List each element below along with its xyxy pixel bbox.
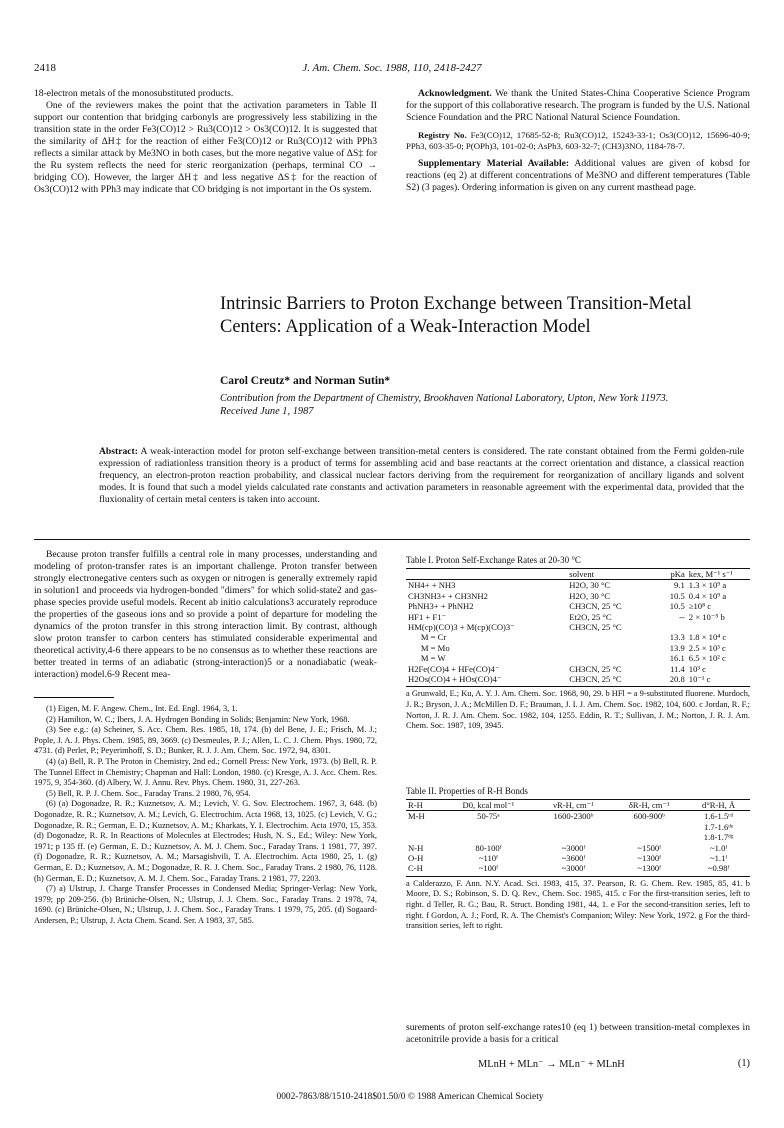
table-cell: 80-100ᶠ (475, 842, 502, 853)
table-row (406, 653, 750, 663)
abstract-text: A weak-interaction model for proton self-exchange between transition-metal centers is considered. The rate constant obtained from the Fermi golden-rule expression of radiationless transition theory is a product of terms for assembling acid and base reactants at the correct orientation and distance, a classical reaction frequency, an electron-proton reaction probability, and classical nuclear factors deriving from the requirement for reorganization of ancillary ligands and solvent modes. It is found that such a model yields calculated rate constants and activation parameters in reasonable agreement with the experimental data, provided that the fluxionality of certain metal centers is taken into account. (99, 446, 744, 505)
table-2-notes: a Calderazzo, F. Ann. N.Y. Acad. Sci. 1983, 415, 37. Pearson, R. G. Chem. Rev. 1985, 85, 41. b Moore, D. S.; Robinson, S. D. Q. Rev., Chem. Soc. 1985, 415. c For the first-transition series, left to right. d Teller, R. G.; Bau, R. Struct. Bonding 1981, 44, 1. e For the second-transition series, left to right. f Gordon, A. J.; Ford, R. A. The Chemist's Companion; Wiley: New York, 1972. g For the third-transition series, left to right. (406, 878, 750, 931)
footnote-4: (4) (a) Bell, R. P. The Proton in Chemistry, 2nd ed.; Cornell Press: New York, 1973. (b) Bell, R. P. The Tunnel Effect in Chemistry; Chapman and Hall: London, 1980. (c) Kresge, A. J. Acc. Chem. Res. 1975, 9, 354-360. (d) Albery, W. J. Annu. Rev. Phys. Chem. 1980, 31, 227-263. (34, 756, 377, 788)
table-row (406, 832, 750, 842)
table-row (406, 622, 750, 632)
supp-heading: Supplementary Material Available: (418, 158, 570, 169)
table-cell: M = Cr (408, 632, 447, 643)
table-cell (536, 822, 612, 832)
table-2-caption: Table II. Properties of R-H Bonds (406, 786, 528, 796)
body-right-paragraph: surements of proton self-exchange rates10 (eq 1) between transition-metal complexes in acetonitrile provide a basis for a critical (406, 1022, 750, 1045)
table-header-cell: kex, M⁻¹ s⁻¹ (688, 569, 733, 579)
previous-article-left (34, 88, 377, 196)
registry-numbers (406, 130, 750, 152)
table-cell: 1.8 × 10⁴ c (688, 632, 727, 643)
table-row (406, 843, 750, 853)
reg-text: Fe3(CO)12, 17685-52-8; Ru3(CO)12, 15243-33-1; Os3(CO)12, 15696-40-9; PPh3, 603-35-0; P(OPh)3, 101-02-0; AsPh3, 603-32-7; (CH3)3NO, 1184-78-7. (406, 130, 751, 151)
table-cell: 13.9 (669, 642, 685, 653)
table-cell: 1.6-1.5ᶜᵈ (703, 811, 734, 822)
ack-heading: Acknowledgment. (418, 88, 492, 99)
table-row (406, 580, 750, 591)
intro-paragraph: Because proton transfer fulfills a central role in many processes, understanding and modeling of proton-transfer rates is an important challenge. Proton transfer between strongly electronegative centers such as oxygen or nitrogen is generally extremely rapid in solution1 and proceeds via hydrogen-bonded "dimers" for which solid-state2 and gas-phase species provide useful models. Recent ab initio calculations3 accurately reproduce the properties of the gaseous ions and so provide a point of departure for modeling the dynamics of the proton transfer in this strong interaction limit. By contrast, although slow proton transfer to carbon centers has stimulated considerable experimental and theoretical activity,4-6 there appears to be no consensus as to whether these reactions are better treated in terms of an adiabatic (strong-interaction)5 or a nonadiabatic (weak-interaction) model.6-9 Recent mea- (34, 549, 377, 680)
table-row (406, 811, 750, 822)
table-cell: H2Os(CO)4 + HOs(CO)4⁻ (408, 674, 502, 685)
page-footer: 0002-7863/88/1510-2418$01.50/0 © 1988 American Chemical Society (276, 1092, 544, 1102)
equation-text: MLnH + MLn⁻ → MLn⁻ + MLnH (478, 1059, 625, 1070)
equation-number: (1) (737, 1058, 750, 1069)
table-cell: C-H (408, 863, 423, 874)
table-row (406, 591, 750, 601)
table-2-grid (406, 800, 750, 874)
table-header-cell: δR-H, cm⁻¹ (628, 800, 670, 810)
table-header-cell: solvent (569, 569, 595, 579)
table-cell: ~0.98ᶠ (707, 863, 730, 874)
table-1 (406, 555, 750, 732)
table-row (406, 674, 750, 684)
table-cell: -- (679, 611, 685, 622)
table-cell: 6.5 × 10² c (688, 653, 726, 664)
footnote-2: (2) Hamilton, W. C.; Ibers, J. A. Hydrogen Bonding in Solids; Benjamin: New York, 1968. (46, 714, 350, 724)
table-cell (687, 622, 750, 632)
table-cell (536, 832, 612, 842)
table-cell (406, 822, 441, 832)
article-title: Intrinsic Barriers to Proton Exchange between Transition-Metal Centers: Application of a Weak-Interaction Model (220, 294, 692, 337)
section-divider (34, 539, 750, 540)
table-cell: 10.5 (669, 590, 685, 601)
table-header-cell: d°R-H, Å (702, 800, 736, 810)
table-cell: M-H (408, 811, 425, 822)
table-cell: CH3CN, 25 °C (569, 674, 622, 685)
table-cell: ~3000ᶠ (561, 863, 586, 874)
table-cell (406, 832, 441, 842)
table-cell: M = W (408, 653, 446, 664)
table-cell: 0.4 × 10⁹ a (688, 590, 727, 601)
supplementary-material (406, 158, 750, 194)
table-cell: 50-75ᵃ (477, 811, 500, 822)
table-row (406, 863, 750, 873)
table-cell: 1600-2300ᵇ (553, 811, 594, 822)
table-cell: 9.1 (674, 580, 685, 591)
table-row (406, 853, 750, 863)
table-cell (611, 832, 687, 842)
table-cell: 1.7-1.6ᵈᵉ (703, 821, 734, 832)
table-cell: CH3CN, 25 °C (569, 601, 622, 612)
table-header-cell: pKa (670, 569, 685, 579)
table-cell: Et2O, 25 °C (569, 611, 612, 622)
table-row (406, 664, 750, 674)
table-1-caption: Table I. Proton Self-Exchange Rates at 20-30 °C (406, 555, 581, 565)
table-cell (657, 622, 686, 632)
footnote-6: (6) (a) Dogonadze, R. R.; Kuznetsov, A. M.; Levich, V. G. Sov. Electrochem. 1967, 3, 648. (b) Dogonadze, R. R.; Kuznetsov, A. M.; Levich, G. Electrochim. Acta 1968, 13, 1025. (c) Levich, V. G.; Dogonadze, R. R.; German, E. D.; Kuznetsov, A. M.; Kharkats, Y. I. Electrochim. Acta 1970, 15, 353. (d) Dogonadze, R. R. In Reactions of Molecules at Electrodes; Hush, N. S., Ed.; Wiley: New York, 1971; p 135 ff. (e) German, E. D.; Kuznetsov, A. M. J. Chem. Soc., Faraday Trans. 1 1981, 77, 397. (f) Dogonadze, R. R.; Kuznetsov, A. M.; Marsagishvili, T. A. Electrochim. Acta 1980, 25, 1. (g) German, E. D.; Kuznetsov, A. M.; Dogonadze, R. R. J. Chem. Soc., Faraday Trans. 2 1980, 76, 1128. (h) German, E. D.; Kuznetsov, A. M. J. Chem. Soc., Faraday Trans. 2 1981, 77, 2203. (34, 799, 377, 883)
article-affiliation: Contribution from the Department of Chemistry, Brookhaven National Laboratory, Upton, New York 11973. Received June 1, 1987 (220, 393, 669, 417)
table-header-cell (406, 569, 567, 580)
table-header (406, 569, 750, 580)
abstract (99, 446, 744, 506)
ack-text: We thank the United States-China Cooperative Science Program for the support of this collaborative research. The program is funded by the U.S. National Science Foundation and the PRC National Natural Science Foundation. (406, 88, 750, 123)
table-cell: ~1.1ᶠ (709, 853, 728, 864)
table-cell (567, 653, 657, 663)
equation-1 (478, 1058, 750, 1070)
abstract-heading: Abstract: (99, 446, 138, 457)
table-1-grid (406, 569, 750, 684)
table-cell: H2O, 30 °C (569, 580, 611, 591)
supp-text: Additional values are given of kobsd for reactions (eq 2) at different concentrations of Me3NO and different temperatures (Table S2) (3 pages). Ordering information is given on any current masthead page. (406, 158, 751, 193)
footnote-7: (7) a) Ulstrup, J. Charge Transfer Processes in Condensed Media; Springer-Verlag: New York, 1979; pp 209-256. (b) Brüniche-Olsen, N.; Ulstrup, J. J. Chem. Soc., Faraday Trans. 2 1978, 74, 1690. (c) Brüniche-Olsen, N.; Ulstrup, J. J. Chem. Soc., Faraday Trans. 1 1979, 75, 205. (d) Sogaard-Andersen, P.; Ulstrup, J. Acta Chem. Scand. Ser. A 1983, 37, 585. (34, 884, 377, 925)
table-cell: 10.5 (669, 601, 685, 612)
table-1-notes: a Grunwald, E.; Ku, A. Y. J. Am. Chem. Soc. 1968, 90, 29. b HFl = a 9-substituted fluorene. Murdoch, J. R.; Bryson, J. A.; McMillen D. F.; Brauman, J. I. J. Am. Chem. Soc. 1982, 104, 600. c Jordan, R. F.; Norton, J. R. J. Am. Chem. Soc. 1982, 104, 1255. Eddin, R. T.; Sullivan, J. M.; Norton, J. R. J. Am. Chem. Soc. 1987, 109, 3945. (406, 689, 750, 731)
table-cell: ~1300ᶠ (637, 853, 662, 864)
prev-paragraph-2: One of the reviewers makes the point that the activation parameters in Table II support our contention that bridging carbonyls are progressively less stabilizing in the transition state in the order Fe3(CO)12 > Ru3(CO)12 > Os3(CO)12. It is suggested that the similarity of ΔH‡ for the reaction of either Fe3(CO)12 or Ru3(CO)12 with PPh3 reflects a similar attack by Me3NO in both cases, but the more negative value of ΔS‡ for the Ru system reflects the need for steric reorganization (perhaps, terminal CO → bridging CO). However, the larger ΔH‡ and less negative ΔS‡ for the reaction of Os3(CO)12 with PPh3 may indicate that CO bridging is not important in the Os system. (34, 100, 377, 195)
table-cell (441, 822, 536, 832)
table-row (406, 601, 750, 611)
table-cell: 10⁻¹ c (688, 674, 711, 685)
table-row (406, 822, 750, 832)
table-2 (406, 786, 750, 932)
table-cell: 1.8-1.7ᵈᵍ (703, 832, 734, 843)
table-header-cell: R-H (408, 800, 423, 810)
table-header-cell: νR-H, cm⁻¹ (553, 800, 594, 810)
table-cell: ≥10⁸ c (688, 601, 712, 612)
table-cell: ~1500ᶠ (637, 842, 662, 853)
table-cell: 10³ c (688, 663, 706, 674)
journal-citation: J. Am. Chem. Soc. 1988, 110, 2418-2427 (302, 62, 482, 74)
footnote-5: (5) Bell, R. P. J. Chem. Soc., Faraday Trans. 2 1980, 76, 954. (46, 788, 251, 798)
table-cell: M = Mo (408, 642, 450, 653)
table-cell: 1.3 × 10⁹ a (688, 580, 727, 591)
table-cell (611, 822, 687, 832)
table-cell: 20.8 (669, 674, 685, 685)
table-cell: ~1.0ᶠ (709, 842, 728, 853)
table-cell: H2Fe(CO)4 + HFe(CO)4⁻ (408, 663, 500, 674)
table-cell: 600-900ᵇ (633, 811, 665, 822)
table-cell: CH3CN, 25 °C (569, 622, 622, 633)
table-header (406, 800, 750, 811)
table-cell: 2 × 10⁻⁵ b (688, 611, 725, 622)
body-right (406, 1022, 750, 1046)
prev-paragraph-1: 18-electron metals of the monosubstituted products. (34, 88, 234, 99)
previous-article-right (406, 88, 750, 194)
table-cell: O-H (408, 853, 424, 864)
table-cell: ~3600ᶠ (561, 853, 586, 864)
table-cell: H2O, 30 °C (569, 590, 611, 601)
table-row (406, 643, 750, 653)
table-cell: PhNH3+ + PhNH2 (408, 601, 474, 612)
table-cell: ~110ᶠ (478, 853, 498, 864)
footnote-1: (1) Eigen, M. F. Angew. Chem., Int. Ed. Engl. 1964, 3, 1. (46, 704, 238, 713)
footnote-3: (3) See e.g.: (a) Scheiner, S. Acc. Chem. Res. 1985, 18, 174. (b) del Bene, J. E.; Frisch, M. J.; Pople, J. A. J. Phys. Chem. 1985, 89, 3669. (c) Desmeules, P. J.; Allen, L. C. J. Chem. Phys. 1980, 72, 4731. (d) Perlet, P.; Peyerimhoff, S. D.; Bunker, R. J. J. Am. Chem. Soc. 1972, 94, 8301. (34, 725, 377, 756)
table-cell: HM(cp)(CO)3 + M(cp)(CO)3⁻ (408, 622, 515, 633)
table-cell (567, 643, 657, 653)
table-cell: 16.1 (669, 653, 685, 664)
table-cell: CH3CN, 25 °C (569, 663, 622, 674)
footnote-rule (34, 697, 114, 698)
table-cell (567, 632, 657, 642)
table-cell: CH3NH3+ + CH3NH2 (408, 590, 488, 601)
table-cell: HF1 + F1⁻ (408, 611, 447, 622)
table-cell: ~100ᶠ (478, 863, 499, 874)
table-header-cell: D0, kcal mol⁻¹ (462, 800, 515, 810)
table-cell: NH4+ + NH3 (408, 580, 456, 591)
article-authors: Carol Creutz* and Norman Sutin* (220, 375, 391, 387)
reg-heading: Registry No. (418, 130, 467, 140)
table-cell: 13.3 (669, 632, 685, 643)
page-number: 2418 (34, 62, 56, 74)
table-cell: 2.5 × 10³ c (688, 642, 726, 653)
footnotes (34, 704, 377, 926)
body-left (34, 549, 377, 681)
table-cell: ~3000ᶠ (561, 842, 586, 853)
table-cell: 11.4 (670, 663, 685, 674)
table-row (406, 632, 750, 642)
acknowledgment (406, 88, 750, 124)
table-cell: N-H (408, 842, 424, 853)
table-cell: ~1300ᶠ (637, 863, 662, 874)
table-row (406, 612, 750, 622)
table-cell (441, 832, 536, 842)
